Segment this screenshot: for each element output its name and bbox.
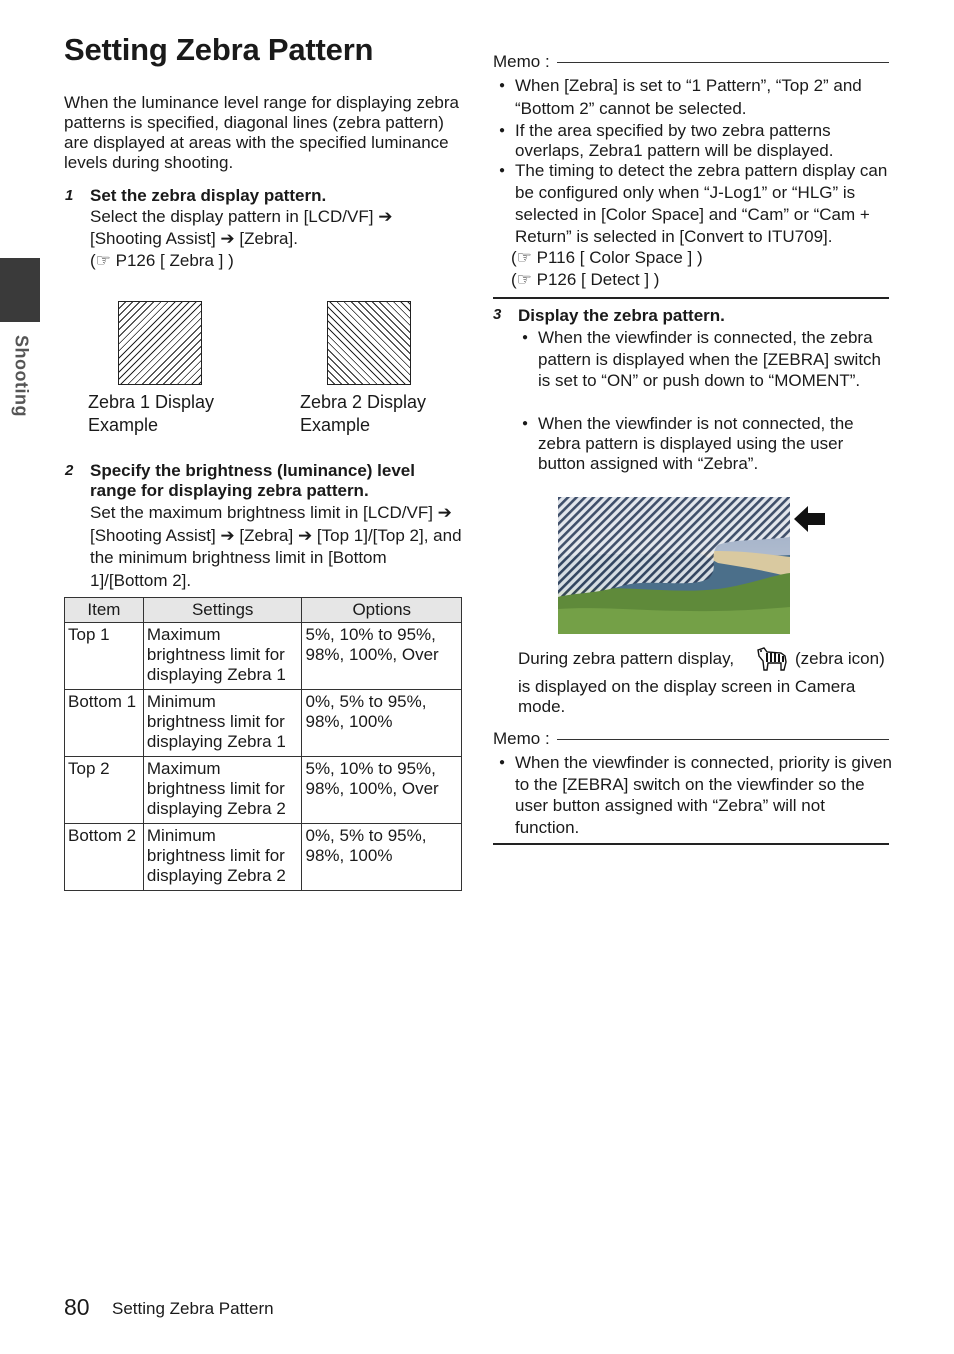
table-cell-options: 5%, 10% to 95%, 98%, 100%, Over bbox=[302, 623, 462, 690]
section-tab-label: Shooting bbox=[11, 335, 32, 417]
step-2-title: Specify the brightness (luminance) level range for displaying zebra pattern. bbox=[90, 461, 415, 500]
table-cell-item: Bottom 1 bbox=[65, 690, 144, 757]
table-cell-item: Top 2 bbox=[65, 757, 144, 824]
step-3-bullet-1: ● When the viewfinder is connected, the zebra pattern is displayed when the [ZEBRA] switch is set to “ON” or push down to “MOMENT”. bbox=[538, 327, 893, 392]
step-3-title: Display the zebra pattern. bbox=[518, 306, 725, 325]
memo-1-label: Memo : bbox=[493, 52, 550, 71]
step-1-line-1: Select the display pattern in [LCD/VF] ➔ bbox=[90, 207, 393, 226]
memo-2-rule bbox=[557, 739, 889, 740]
table-row bbox=[65, 623, 462, 690]
memo-1-bullet-2: ● If the area specified by two zebra patterns overlaps, Zebra1 pattern will be displayed. bbox=[515, 121, 890, 161]
step-1-line-2: [Shooting Assist] ➔ [Zebra]. bbox=[90, 229, 298, 248]
zebra-display-example-photo bbox=[558, 497, 790, 634]
section-tab-marker bbox=[0, 258, 40, 322]
step-2-number: 2 bbox=[65, 462, 74, 479]
page-title: Setting Zebra Pattern bbox=[64, 32, 374, 67]
zebra-1-pattern-example bbox=[118, 301, 202, 385]
footer-title: Setting Zebra Pattern bbox=[112, 1299, 274, 1318]
step-3-number: 3 bbox=[493, 306, 502, 323]
column-header-item: Item bbox=[65, 598, 144, 623]
step-1-number: 1 bbox=[65, 187, 74, 204]
table-row bbox=[65, 690, 462, 757]
table-row bbox=[65, 757, 462, 824]
table-cell-item: Top 1 bbox=[65, 623, 144, 690]
step-1-title: Set the zebra display pattern. bbox=[90, 186, 327, 205]
zebra-2-pattern-example bbox=[327, 301, 411, 385]
zebra-icon bbox=[755, 646, 789, 672]
memo-1-rule bbox=[557, 62, 889, 63]
zebra-caption-part-1: During zebra pattern display, bbox=[518, 649, 735, 668]
table-cell-options: 0%, 5% to 95%, 98%, 100% bbox=[302, 824, 462, 891]
table-header-row bbox=[65, 598, 462, 623]
page-number: 80 bbox=[64, 1294, 90, 1320]
zebra-2-caption: Zebra 2 Display Example bbox=[300, 392, 427, 435]
table-cell-settings: Maximum brightness limit for displaying Zebra 1 bbox=[143, 623, 302, 690]
step-1-reference: (☞ P126 [ Zebra ] ) bbox=[90, 251, 234, 270]
zebra-1-caption: Zebra 1 Display Example bbox=[88, 392, 215, 435]
memo-2-bullet-1: ● When the viewfinder is connected, priority is given to the [ZEBRA] switch on the viewfinder so the user button assigned with “Zebra” will not function. bbox=[515, 752, 893, 839]
step-3-bullet-2: ● When the viewfinder is not connected, the zebra pattern is displayed using the user button assigned with “Zebra”. bbox=[538, 414, 893, 474]
memo-1-bullet-3: ● The timing to detect the zebra pattern display can be configured only when “J-Log1” or “HLG” is selected in [Color Space] and “Cam” or “Cam + Return” is selected in [Convert to ITU709]. bbox=[515, 160, 893, 248]
table-cell-settings: Maximum brightness limit for displaying Zebra 2 bbox=[143, 757, 302, 824]
column-header-settings: Settings bbox=[143, 598, 302, 623]
column-header-options: Options bbox=[302, 598, 462, 623]
memo-1-reference-1: (☞ P116 [ Color Space ] ) bbox=[511, 248, 703, 267]
arrow-left-icon bbox=[794, 504, 826, 534]
table-cell-settings: Minimum brightness limit for displaying Zebra 2 bbox=[143, 824, 302, 891]
zebra-caption-part-2: (zebra icon) bbox=[795, 649, 885, 668]
memo-1-bullet-1: ● When [Zebra] is set to “1 Pattern”, “Top 2” and “Bottom 2” cannot be selected. bbox=[515, 75, 890, 120]
memo-1-end-rule bbox=[493, 297, 889, 299]
intro-paragraph: When the luminance level range for displaying zebra patterns is specified, diagonal lines (zebra pattern) are displayed at areas with the specified luminance levels during shooting. bbox=[64, 93, 460, 172]
table-cell-options: 0%, 5% to 95%, 98%, 100% bbox=[302, 690, 462, 757]
zebra-caption-part-3: is displayed on the display screen in Camera mode. bbox=[518, 677, 856, 716]
memo-2-label: Memo : bbox=[493, 729, 550, 748]
table-cell-options: 5%, 10% to 95%, 98%, 100%, Over bbox=[302, 757, 462, 824]
table-cell-item: Bottom 2 bbox=[65, 824, 144, 891]
step-2-body: Set the maximum brightness limit in [LCD/VF] ➔ [Shooting Assist] ➔ [Zebra] ➔ [Top 1]/[Top 2], and the minimum brightness limit in [Bottom 1]/[Bottom 2]. bbox=[90, 503, 462, 590]
table-row bbox=[65, 824, 462, 891]
memo-2-end-rule bbox=[493, 843, 889, 845]
brightness-options-table bbox=[64, 597, 462, 891]
memo-1-reference-2: (☞ P126 [ Detect ] ) bbox=[511, 270, 660, 289]
table-cell-settings: Minimum brightness limit for displaying Zebra 1 bbox=[143, 690, 302, 757]
